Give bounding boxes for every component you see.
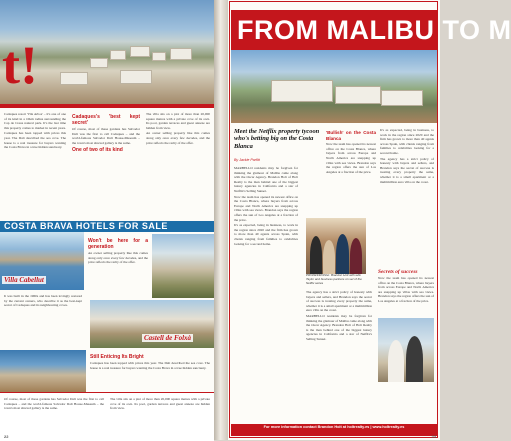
body-column-5 (378, 266, 434, 305)
villa-caption: Villa Cabellut (4, 276, 44, 284)
body-column-7 (4, 397, 104, 412)
bay-photo (0, 350, 86, 392)
bottom-column-area (0, 392, 214, 441)
paragraph: Of course, most of these gardens has Salvador Dalí was the first to call Cadaques – and the world-famous Salvador Dalí House-Museum – the town's most shrewd gallery is the same. (72, 127, 140, 145)
page-number-right: 23 (431, 434, 436, 439)
left-page (0, 0, 214, 440)
headline: FROM MALIBU TO M (237, 15, 511, 45)
divider-bar (0, 104, 214, 108)
body-column-4 (4, 294, 82, 309)
building-shape (271, 80, 333, 102)
house-shape (170, 48, 192, 60)
building-shape (381, 90, 423, 106)
right-page (228, 0, 511, 440)
photo-caption: PROFESSIONAL: Brandon Holt with wife Taylor and business partners on set of the Netflix series (306, 273, 362, 285)
castle-caption: Castell de Folxà (144, 334, 192, 342)
subhead-wont-last: Won't be here for a generation (88, 238, 148, 250)
paragraph: It was built in the 1960s and has been lovingly restored by the current owners, who describe it as the best-kept secret of Cadaques and its neighbouring coves. (4, 294, 82, 308)
body-column-8 (110, 397, 210, 412)
house-shape (60, 72, 88, 85)
paragraph: The agency has a strict policy of honesty with buyers and sellers, and Brandon says the secret of success is treating every property the same, whether it is a small apartment or a multimillion euro villa on the coast. (380, 156, 434, 184)
paragraph: The villa sits on a plot of more than 20,000 square metres with a private cove of its own. Its pool, garden terraces and guest annexe are hidden from view. (110, 397, 210, 411)
paragraph: The villa sits on a plot of more than 20,000 square metres with a private cove of its own. Its pool, garden terraces and guest annexe are hidden from view. (146, 112, 210, 130)
body-column-2 (72, 112, 140, 154)
house-shape (152, 52, 166, 61)
subhead-bullish: 'Bullish' on the Costa Blanca (326, 130, 376, 141)
house-shape (110, 50, 126, 60)
body-column-4 (306, 290, 372, 343)
paragraph: An owner selling property like this comes along only once every few decades, and the price reflects the rarity of the offer. (146, 131, 210, 145)
villa-terrace-photo (152, 234, 214, 298)
house-shape (130, 46, 150, 57)
villa-aerial-photo (231, 50, 437, 123)
body-column-2 (326, 128, 376, 175)
subhead-one-of-a-kind: One of two of its kind (72, 147, 123, 154)
person-figure (406, 336, 423, 382)
paragraph: Cadaques resort 'Vila Arbos' – it's one of one of its kind in a 10km radius surrounding the Cap de Creus natural park. It's the last time this property comes to market in recent years. (4, 112, 66, 130)
costa-brava-banner: COSTA BRAVA HOTELS FOR SALE (0, 221, 214, 232)
body-column-3 (380, 128, 434, 185)
couple-photo (378, 318, 434, 382)
house-shape (120, 70, 152, 84)
standfirst: Meet the Netflix property tycoon who's betting big on the Costa Blanca (234, 128, 320, 150)
paragraph: Of course, most of these gardens has Salvador Dalí was the first to call Cadaques – and the world-famous Salvador Dalí House-Museum – the town's most shrewd gallery is the same. (4, 397, 104, 411)
villa-pool-photo (0, 232, 84, 290)
body-column-1 (234, 166, 298, 247)
person-figure (336, 234, 349, 274)
house-shape (90, 58, 108, 68)
paragraph: The agency has a strict policy of honesty with buyers and sellers, and Brandon says the secret of success is treating every property the same, whether it is a small apartment or a multimillion euro villa on the coast. (306, 290, 372, 313)
paragraph: Cadaques has been topped with prices this year. The Dalí described the sea cove. The house is a real treasure for buyers wanting the Costa Brava in a true hidden sanctuary. (90, 361, 210, 370)
person-figure (388, 340, 404, 382)
paragraph: MARBELLO residents may be forgiven for thinking the glamour of Malibu came along with the Oscar Agency. Brandon Holt of Holt Realty is the man behind one of the biggest luxury agencies in California and a star of Netflix's Selling Sunset. (306, 313, 373, 341)
paragraph: An owner selling property like this comes along only once every few decades, and the price reflects the rarity of the offer. (88, 251, 148, 265)
castle-photo (90, 300, 214, 348)
person-figure (310, 236, 322, 274)
body-column-1 (4, 112, 66, 151)
subhead-secrets: Secrets of success (378, 269, 418, 275)
paragraph: Cadaques has been topped with prices this year. The Dalí described the sea cove. The house is a real treasure for buyers wanting the Costa Brava in a true hidden sanctuary. (4, 131, 66, 150)
team-photo (306, 218, 366, 274)
paragraph: Now the team has opened its newest office on the Costa Blanca, where buyers from across Europe and North America are snapping up villas with sea views. Brandon says the region offers the sun of Los Angeles at a fraction of the price. (234, 194, 298, 222)
headline-banner (231, 10, 511, 50)
person-figure (350, 238, 362, 274)
body-column-5 (88, 236, 148, 266)
page-number-left: 22 (4, 434, 9, 439)
contact-footer: For more information contact Brandon Holt at holtrealty.es | www.holtrealty.es (231, 424, 437, 436)
paragraph: MARBELLO residents may be forgiven for thinking the glamour of Malibu came along with the Oscar Agency. Brandon Holt of Holt Realty is the man behind one of the biggest luxury agencies in California and a star of Netflix's Selling Sunset. (234, 166, 298, 193)
body-column-3 (146, 112, 210, 146)
paragraph: Now the team has opened its newest office on the Costa Blanca, where buyers from across Europe and North America are snapping up villas with sea views. Brandon says the region offers the sun of Los Angeles at a fraction of the price. (326, 142, 376, 174)
paragraph: It's as expected, being in business, to work in the region since 2020 and the firm has grown to more than 40 agents across Spain, with clients ranging from families to celebrities looking for a second home. (380, 128, 434, 155)
building-shape (335, 86, 381, 104)
subhead-cadaques: Cadaques's 'best kept secret' (72, 114, 140, 126)
paragraph: Now the team has opened its newest office on the Costa Blanca, where buyers from across Europe and North America are snapping up villas with sea views. Brandon says the region offers the sun of Los Angeles at a fraction of the price. (378, 276, 434, 303)
headline-fragment: t! (2, 35, 38, 95)
book-gutter (214, 0, 228, 440)
paragraph: It's as expected, being in business, to work in the region since 2020 and the firm has grown to more than 40 agents across Spain, with clients ranging from families to celebrities looking for a second home. (234, 223, 298, 246)
subhead-bay: Still Enticing Its Bright (90, 354, 144, 360)
byline: By Jackie Parfitt (234, 158, 260, 162)
person-figure (323, 240, 335, 274)
body-column-6 (90, 352, 210, 371)
